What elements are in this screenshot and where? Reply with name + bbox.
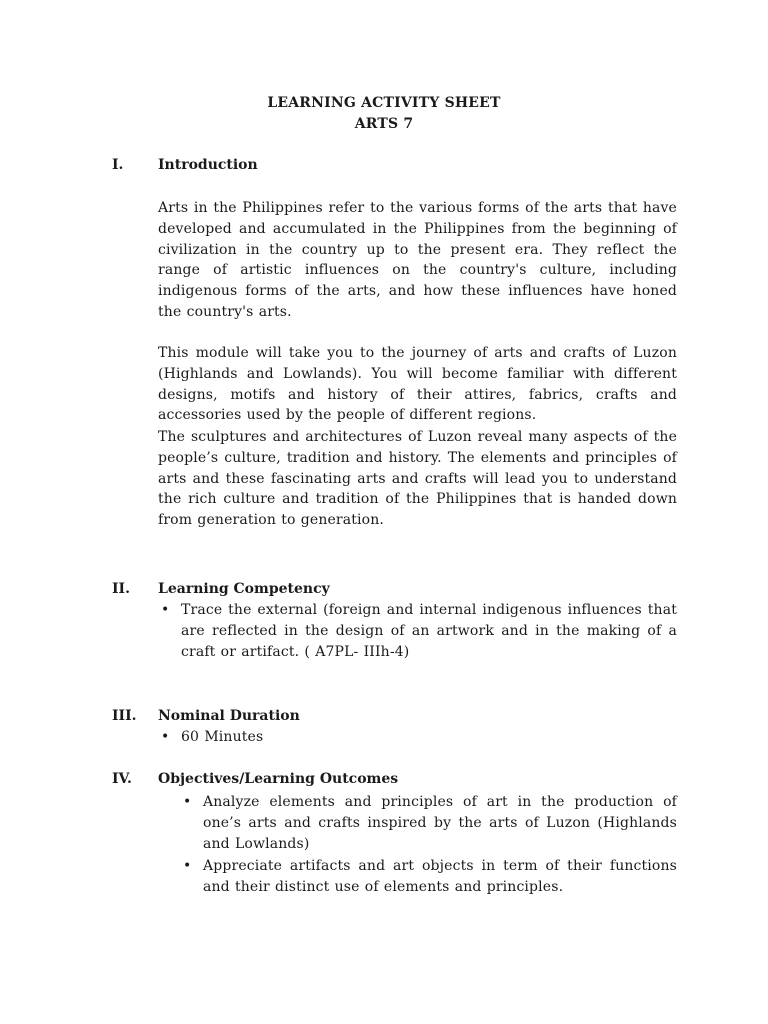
bullet-icon: • xyxy=(183,858,192,874)
section-3-number: III. xyxy=(112,708,137,724)
intro-paragraph-3: The sculptures and architectures of Luzon reveal many aspects of the people’s culture, tradition and history. The elements and principles of arts and these fascinating arts and crafts will lead you to understand the rich culture and tradition of the Philippines that is handed down from generation to generation. xyxy=(158,429,677,529)
list-item-text: Trace the external (foreign and internal indigenous influences that are reflected in the design of an artwork and in the making of a craft or artifact. ( A7PL- IIIh-4) xyxy=(181,602,677,660)
list-item xyxy=(183,792,677,855)
list-item xyxy=(161,727,677,748)
section-1-heading: Introduction xyxy=(158,157,258,173)
list-item-text: 60 Minutes xyxy=(181,729,264,745)
list-item xyxy=(161,600,677,663)
objectives-list xyxy=(183,792,677,898)
section-2-heading: Learning Competency xyxy=(158,581,330,597)
list-item xyxy=(183,856,677,898)
section-4-number: IV. xyxy=(112,771,132,787)
section-1-number: I. xyxy=(112,157,124,173)
section-2-number: II. xyxy=(112,581,130,597)
intro-paragraph-2: This module will take you to the journey of arts and crafts of Luzon (Highlands and Lowlands). You will become familiar with different designs, motifs and history of their attires, fabrics, crafts and accessories used by the people of different regions. xyxy=(158,345,677,424)
intro-paragraph-1: Arts in the Philippines refer to the various forms of the arts that have developed and accumulated in the Philippines from the beginning of civilization in the country up to the present era. They reflect the range of artistic influences on the country's culture, including indigenous forms of the arts, and how these influences have honed the country's arts. xyxy=(158,200,677,320)
document-title: LEARNING ACTIVITY SHEET xyxy=(267,95,501,111)
bullet-icon: • xyxy=(183,794,192,810)
bullet-icon: • xyxy=(161,602,170,618)
competency-list xyxy=(161,600,677,663)
list-item-text: Appreciate artifacts and art objects in term of their functions and their distinct use of elements and principles. xyxy=(203,858,677,895)
section-3-heading: Nominal Duration xyxy=(158,708,300,724)
section-4-heading: Objectives/Learning Outcomes xyxy=(158,771,399,787)
duration-list xyxy=(161,727,677,748)
document-subtitle: ARTS 7 xyxy=(354,116,414,132)
bullet-icon: • xyxy=(161,729,170,745)
list-item-text: Analyze elements and principles of art in the production of one’s arts and crafts inspired by the arts of Luzon (Highlands and Lowlands) xyxy=(203,794,677,852)
